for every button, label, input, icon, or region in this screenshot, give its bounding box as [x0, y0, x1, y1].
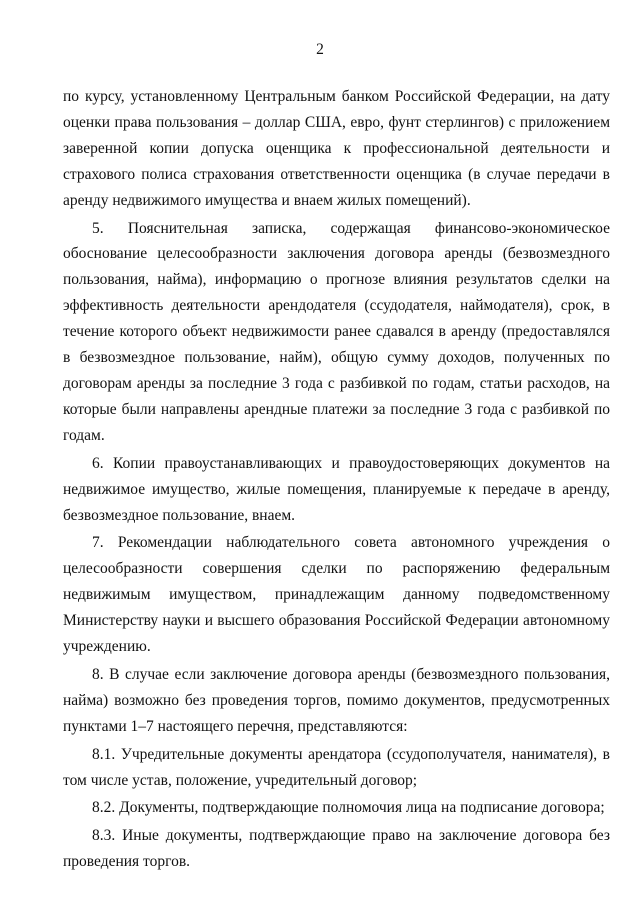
paragraph-item-8-3: 8.3. Иные документы, подтверждающие право на заключение договора без проведения торгов. [63, 827, 610, 871]
paragraph-item-6: 6. Копии правоустанавливающих и правоудостоверяющих документов на недвижимое имущество, жилые помещения, планируемые к передаче в аренду, безвозмездное пользование, внаем. [63, 454, 610, 524]
paragraph-continuation: по курсу, установленному Центральным банком Российской Федерации, на дату оценки права пользования – доллар США, евро, фунт стерлингов) с приложением заверенной копии допуска оценщика к профессиональной деятельности и страхового полиса страхования ответственности оценщика (в случае передачи в аренду недвижимого имущества и внаем жилых помещений). [63, 88, 610, 209]
paragraph-item-8-1: 8.1. Учредительные документы арендатора (ссудополучателя, нанимателя), в том числе устав, положение, учредительный договор; [63, 745, 610, 789]
document-body [63, 84, 610, 875]
paragraph-item-8: 8. В случае если заключение договора аренды (безвозмездного пользования, найма) возможно без проведения торгов, помимо документов, предусмотренных пунктами 1–7 настоящего перечня, представляются: [63, 665, 610, 735]
paragraph-item-8-2: 8.2. Документы, подтверждающие полномочия лица на подписание договора; [92, 799, 605, 817]
paragraph-item-7: 7. Рекомендации наблюдательного совета автономного учреждения о целесообразности совершения сделки по распоряжению федеральным недвижимым имуществом, принадлежащим данному подведомственному Министерству науки и высшего образования Российской Федерации автономному учреждению. [63, 534, 610, 656]
paragraph-item-5: 5. Пояснительная записка, содержащая финансово-экономическое обоснование целесообразности заключения договора аренды (безвозмездного пользования, найма), информацию о прогнозе влияния результатов сделки на эффективность деятельности арендодателя (ссудодателя, наймодателя), срок, в течение которого объект недвижимости ранее сдавался в аренду (предоставлялся в безвозмездное пользование, найм), общую сумму доходов, полученных по договорам аренды за последние 3 года с разбивкой по годам, статьи расходов, на которые были направлены арендные платежи за последние 3 года с разбивкой по годам. [63, 219, 610, 444]
page-number: 2 [316, 41, 324, 58]
